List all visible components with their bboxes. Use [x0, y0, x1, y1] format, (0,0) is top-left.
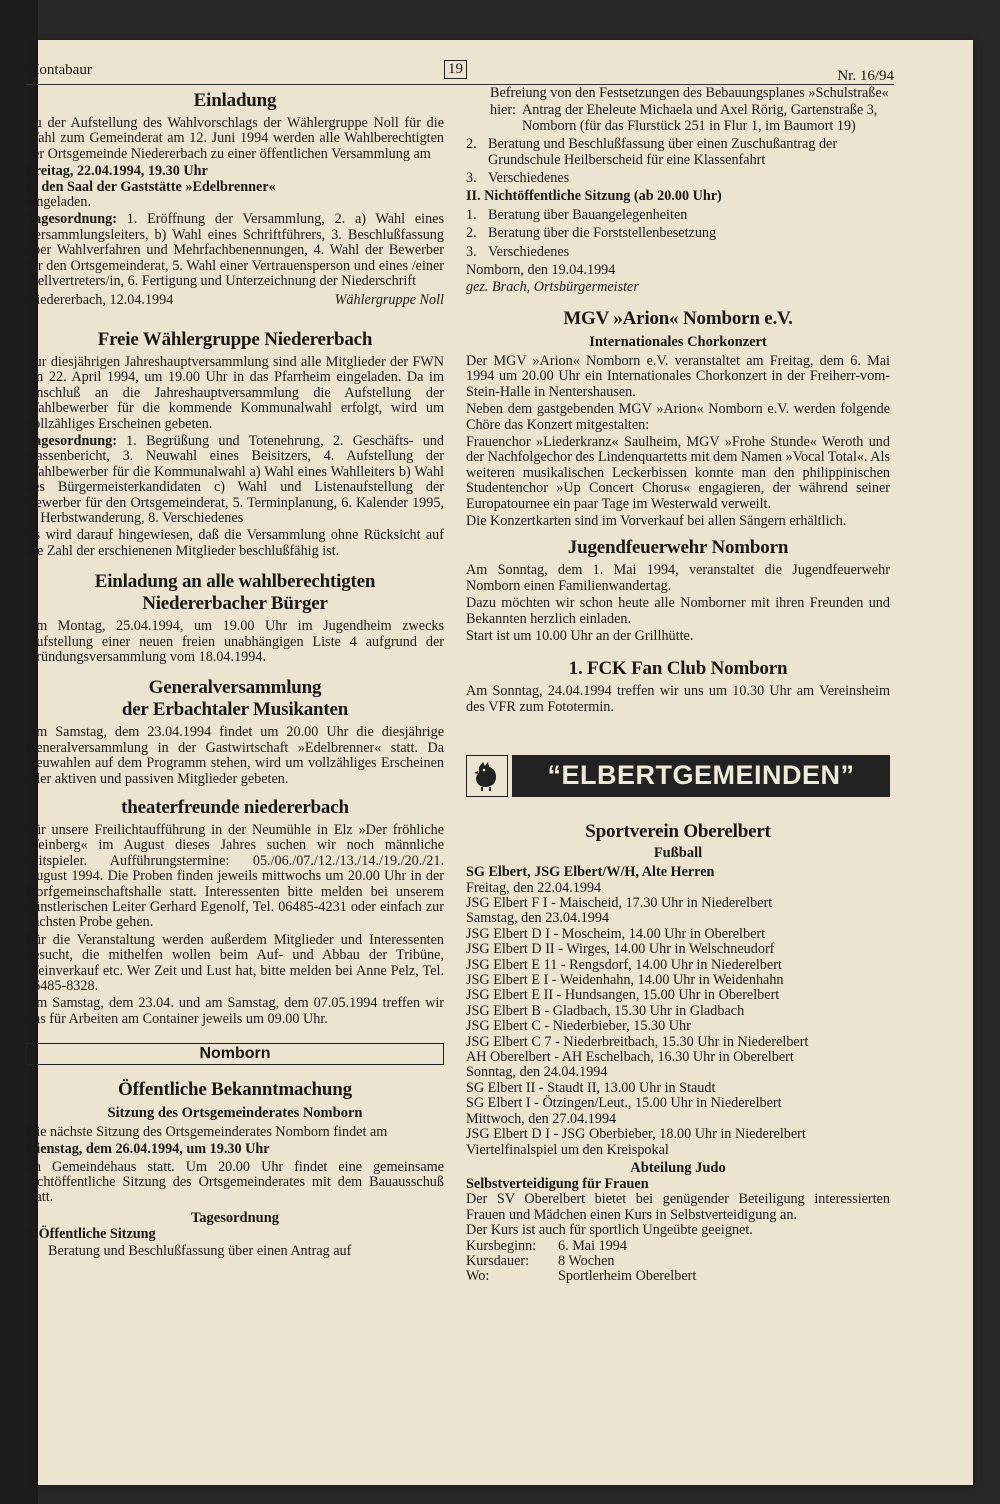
agenda-section: II. Nichtöffentliche Sitzung (ab 20.00 Uhr) — [466, 188, 722, 205]
detail-label: Kursbeginn: — [466, 1237, 537, 1254]
article-title-line2: der Erbachtaler Musikanten — [121, 699, 349, 721]
item-number: 3. — [466, 170, 477, 187]
banner-title: “ELBERTGEMEINDEN” — [512, 755, 890, 797]
item-number: 2. — [466, 225, 477, 242]
agenda-item — [466, 226, 890, 241]
article-paragraph: Der MGV »Arion« Nomborn e.V. veranstaltet am Freitag, dem 6. Mai 1994 um 20.00 Uhr ein Internationales Chorkonzert in der Freiherr-vom-Stein-Halle in Nentershausen. — [466, 352, 890, 400]
agenda-text: 1. Eröffnung der Versammlung, 2. a) Wahl eines Versammlungsleiters, b) Wahl eines Schriftführers, 3. Beschlußfassung über Wahlverfahren und Mehrfachbenennungen, 4. Wahl der Bewerber für den Ortsgemeinderat, 5. Wahl einer Vertrauensperson und eines /einer Stellvertreters/in, 6. Fertigung und Unterzeichnung der Niederschrift — [26, 211, 444, 290]
article-title: Einladung — [193, 90, 277, 111]
article-paragraph: Dazu möchten wir schon heute alle Nomborner mit ihren Freunden und Bekannten herzlich einladen. — [466, 595, 890, 627]
place-date: Niedererbach, 12.04.1994 — [26, 292, 174, 309]
article-paragraph: Am Samstag, dem 23.04. und am Samstag, dem 07.05.1994 treffen wir uns für Arbeiten am Container jeweils um 09.00 Uhr. — [26, 995, 444, 1027]
item-number: 3. — [466, 243, 477, 260]
course-detail-row — [466, 1239, 890, 1254]
signer: Wählergruppe Noll — [334, 292, 444, 309]
article-title: Sportverein Oberelbert — [585, 821, 771, 843]
signature-line — [26, 293, 444, 308]
article-paragraph: Am Sonntag, 24.04.1994 treffen wir uns um 10.30 Uhr am Vereinsheim des VFR zum Fototermin. — [466, 683, 890, 715]
course-detail-row — [466, 1254, 890, 1269]
theater-article — [26, 797, 444, 1027]
article-title: theaterfreunde niedererbach — [121, 797, 349, 818]
fixture-line: Samstag, den 23.04.1994 — [466, 910, 610, 927]
issue-number: Nr. 16/94 — [837, 68, 894, 84]
agenda-item — [466, 137, 890, 168]
detail-value: 8 Wochen — [558, 1252, 615, 1269]
fixture-line: JSG Elbert E 11 - Rengsdorf, 14.00 Uhr in Niederelbert — [466, 956, 782, 973]
fixture-line: AH Oberelbert - AH Eschelbach, 16.30 Uhr in Oberelbert — [466, 1049, 794, 1066]
bekanntmachung-continued — [466, 86, 890, 296]
article-subtitle: Sitzung des Ortsgemeinderates Nomborn — [107, 1104, 363, 1121]
course-details — [466, 1239, 890, 1285]
article-paragraph: im Gemeindehaus statt. Um 20.00 Uhr findet eine gemeinsame nichtöffentliche Sitzung des Ortsgemeinderates mit dem Bauausschuß statt. — [26, 1158, 444, 1206]
article-subtitle: Internationales Chorkonzert — [589, 333, 767, 350]
article-title: MGV »Arion« Nomborn e.V. — [563, 307, 793, 329]
item-number: 1. — [466, 206, 477, 223]
article-title: Freie Wählergruppe Niedererbach — [97, 328, 373, 350]
item-text: Beratung über Bauangelegenheiten — [488, 206, 688, 223]
fixture-line: JSG Elbert D I - Moscheim, 14.00 Uhr in Oberelbert — [466, 925, 766, 942]
article-title: Jugendfeuerwehr Nomborn — [567, 537, 789, 559]
agenda-item — [466, 208, 890, 223]
agenda-title: Tagesordnung — [190, 1209, 280, 1226]
detail-label: Kursdauer: — [466, 1252, 530, 1269]
mgv-article — [466, 308, 890, 529]
agenda-label: Tagesordnung: — [26, 211, 117, 228]
judo-subtitle: Selbstverteidigung für Frauen — [466, 1175, 649, 1192]
agenda-label: Tagesordnung: — [26, 432, 117, 449]
item-text: Verschiedenes — [488, 243, 570, 260]
hier-label: hier: — [490, 102, 516, 119]
hier-text: Antrag der Eheleute Michaela und Axel Rörig, Gartenstraße 3, Nomborn (für das Flurstück 251 in Flur 1, im Baumort 19) — [522, 102, 878, 134]
page-number: 19 — [444, 60, 467, 79]
fixture-line: JSG Elbert E I - Weidenhahn, 14.00 Uhr in Weidenhahn — [466, 972, 784, 989]
detail-value: Sportlerheim Oberelbert — [558, 1268, 697, 1285]
judo-title: Abteilung Judo — [630, 1159, 726, 1176]
item-text: Beratung und Beschlußfassung über einen Antrag auf — [48, 1243, 352, 1260]
fixture-line: JSG Elbert C - Niederbieber, 15.30 Uhr — [466, 1018, 691, 1035]
article-paragraph: Am Samstag, dem 23.04.1994 findet um 20.00 Uhr die diesjährige Generalversammlung in der Gastwirtschaft »Edelbrenner« statt. Da Neuwahlen auf dem Programm stehen, wird um vollzähliges Erscheinen aller aktiven und passiven Mitglieder gebeten. — [26, 724, 444, 787]
agenda-item — [466, 245, 890, 260]
article-paragraph: Frauenchor »Liederkranz« Saulheim, MGV »Frohe Stunde« Weroth und der Nachfolgechor des Lindenquartetts mit dem Namen »Vocal Total«. Als weiteren musikalischen Leckerbissen konnte man den philippinischen Studentenchor »Up Concert Chorus« engagieren, der während seiner Europatournee ein paar Tage im Westerwald verweilt. — [466, 433, 890, 512]
article-paragraph: Die nächste Sitzung des Ortsgemeinderates Nomborn findet am — [26, 1123, 388, 1140]
fixtures-list — [466, 881, 890, 1158]
article-paragraph: Die Konzertkarten sind im Vorverkauf bei allen Sängern erhältlich. — [466, 512, 847, 529]
detail-label: Wo: — [466, 1268, 490, 1285]
page-header — [26, 62, 894, 86]
agenda-paragraph — [26, 212, 444, 289]
right-column — [466, 86, 890, 1285]
musikanten-article — [26, 677, 444, 787]
agenda-section: I. Öffentliche Sitzung — [26, 1225, 156, 1242]
item-number: 1. — [26, 1243, 37, 1260]
fixture-line: Mittwoch, den 27.04.1994 — [466, 1110, 617, 1127]
jugendfeuerwehr-article — [466, 537, 890, 644]
article-paragraph: Der Kurs ist auch für sportlich Ungeübte geeignet. — [466, 1222, 753, 1239]
einladung-article — [26, 90, 444, 309]
article-subtitle: Fußball — [653, 845, 703, 862]
article-paragraph: Start ist um 10.00 Uhr an der Grillhütte. — [466, 627, 694, 644]
article-paragraph: Zu der Aufstellung des Wahlvorschlags der Wählergruppe Noll für die Wahl zum Gemeinderat am 12. Juni 1994 werden alle Wahlberechtigten der Ortsgemeinde Niedererbach zu einer öffentlichen Versammlung am — [26, 115, 444, 162]
header-town: Montabaur — [26, 62, 92, 78]
left-column — [26, 90, 444, 1263]
fixture-line: SG Elbert II - Staudt II, 13.00 Uhr in Staudt — [466, 1079, 716, 1096]
article-paragraph: Zur diesjährigen Jahreshauptversammlung sind alle Mitglieder der FWN am 22. April 1994, um 19.00 Uhr in das Pfarrheim eingeladen. Da im Anschluß an die Jahreshauptversammlung die Aufstellung der Wahlbewerber für die kommende Kommunalwahl erfolgt, wird um vollzähliges Erscheinen gebeten. — [26, 353, 444, 432]
fixture-line: JSG Elbert B - Gladbach, 15.30 Uhr in Gladbach — [466, 1002, 745, 1019]
item-text: Beratung über die Forststellenbesetzung — [488, 225, 717, 242]
sportverein-article — [466, 821, 890, 1285]
section-header-nomborn: Nomborn — [26, 1043, 444, 1064]
place-date: Nomborn, den 19.04.1994 — [466, 262, 616, 279]
article-title: Öffentliche Bekanntmachung — [118, 1078, 352, 1100]
meeting-place: in den Saal der Gaststätte »Edelbrenner« — [26, 178, 276, 195]
article-paragraph: Für die Veranstaltung werden außerdem Mitglieder und Interessenten gesucht, die mithelfen wollen beim Auf- und Abbau der Tribüne, Weinverkauf etc. Wer Zeit und Lust hat, bitte melden bei Anne Pelz, Tel. 06485-8328. — [26, 931, 444, 995]
buerger-article — [26, 571, 444, 665]
agenda-paragraph — [26, 434, 444, 526]
article-paragraph: Befreiung von den Festsetzungen des Bebauungsplanes »Schulstraße« — [490, 85, 889, 101]
article-title: Einladung an alle wahlberechtigten — [94, 571, 376, 593]
course-detail-row — [466, 1269, 890, 1284]
fixture-line: JSG Elbert C 7 - Niederbreitbach, 15.30 Uhr in Niederelbert — [466, 1033, 809, 1050]
fck-article — [466, 658, 890, 715]
agenda-text: 1. Begrüßung und Totenehrung, 2. Geschäfts- und Kassenbericht, 3. Neuwahl eines Beisitzers, 4. Aufstellung der Wahlbewerber für die Kommunalwahl a) Wahl eines Wahlleiters b) Wahl des Bürgermeisterkandidaten c) Wahl und Listenaufstellung der Bewerber für den Ortsgemeinderat, 5. Terminplanung, 6. Kalender 1995, 7. Herbstwanderung, 8. Verschiedenes — [26, 432, 444, 526]
item-text: Verschiedenes — [488, 170, 570, 187]
article-paragraph: Neben dem gastgebenden MGV »Arion« Nomborn e.V. werden folgende Chöre das Konzert mitgestalten: — [466, 401, 890, 433]
agenda-item — [26, 1244, 444, 1259]
article-title: Generalversammlung — [148, 677, 322, 699]
meeting-date: Dienstag, dem 26.04.1994, um 19.30 Uhr — [26, 1141, 270, 1158]
article-paragraph: Der SV Oberelbert bietet bei genügender Beteiligung interessierten Frauen und Mädchen einen Kurs in Selbstverteidigung an. — [466, 1191, 890, 1223]
article-paragraph: Für unsere Freilichtaufführung in der Neumühle in Elz »Der fröhliche Weinberg« im August dieses Jahres suchen wir noch männliche Mitspieler. Aufführungstermine: 05./06./07./12./13./14./19./20./21. August 1994. Die Proben finden jeweils mittwochs um 20.00 Uhr in der Dorfgemeinschaftshalle statt. Interessenten bitte melden bei unserem künstlerischen Leiter Gerhard Egenolf, Tel. 06485-4231 oder einfach zur nächsten Probe gehen. — [26, 822, 444, 931]
elbertgemeinden-banner — [466, 755, 890, 797]
agenda-item — [466, 171, 890, 186]
fixture-line: JSG Elbert F I - Maischeid, 17.30 Uhr in Niederelbert — [466, 895, 773, 911]
teams-line: SG Elbert, JSG Elbert/W/H, Alte Herren — [466, 864, 715, 881]
fixture-line: SG Elbert I - Ötzingen/Leut., 15.00 Uhr in Niederelbert — [466, 1095, 782, 1112]
fixture-line: Sonntag, den 24.04.1994 — [466, 1064, 608, 1081]
article-title-line2: Niedererbacher Bürger — [142, 593, 328, 615]
bekanntmachung-article — [26, 1079, 444, 1260]
item-text: Beratung und Beschlußfassung über einen Zuschußantrag der Grundschule Heilberscheid für eine Klassenfahrt — [488, 136, 838, 168]
meeting-date: Freitag, 22.04.1994, 19.30 Uhr — [26, 163, 208, 180]
signer: gez. Brach, Ortsbürgermeister — [466, 279, 639, 296]
fixture-line: JSG Elbert E II - Hundsangen, 15.00 Uhr in Oberelbert — [466, 987, 780, 1004]
detail-value: 6. Mai 1994 — [558, 1237, 627, 1254]
article-title: 1. FCK Fan Club Nomborn — [568, 658, 788, 680]
fixture-line: JSG Elbert D I - JSG Oberbieber, 18.00 Uhr in Niederelbert — [466, 1126, 806, 1143]
fwn-article — [26, 329, 444, 559]
article-paragraph: eingeladen. — [26, 194, 91, 211]
fixture-line: Freitag, den 22.04.1994 — [466, 879, 602, 896]
fixture-line: Viertelfinalspiel um den Kreispokal — [466, 1141, 669, 1158]
article-paragraph: Es wird darauf hingewiesen, daß die Versammlung ohne Rücksicht auf die Zahl der erschienenen Mitglieder beschlußfähig ist. — [26, 527, 444, 559]
fixture-line: JSG Elbert D II - Wirges, 14.00 Uhr in Welschneudorf — [466, 941, 775, 958]
rooster-icon — [466, 755, 508, 797]
item-number: 2. — [466, 136, 477, 153]
article-paragraph: Am Sonntag, dem 1. Mai 1994, veranstaltet die Jugendfeuerwehr Nomborn einen Familienwandertag. — [466, 562, 890, 594]
hier-note — [490, 103, 890, 134]
article-paragraph: Am Montag, 25.04.1994, um 19.00 Uhr im Jugendheim zwecks Aufstellung einer neuen freien unabhängigen Liste 4 aufgrund der Gründungsversammlung vom 18.04.1994. — [26, 618, 444, 665]
